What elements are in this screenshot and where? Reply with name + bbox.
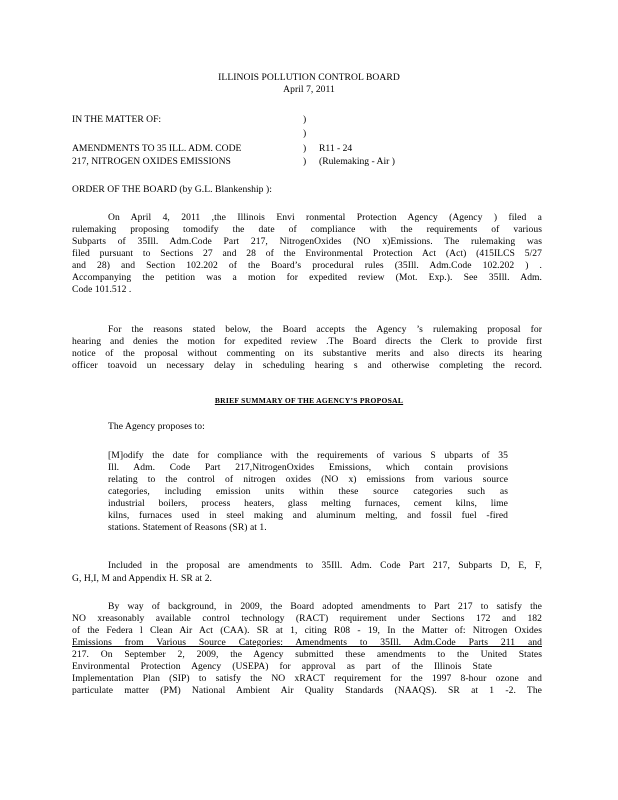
text-line: Code 101.512 . — [72, 284, 132, 295]
quote-line: [M]odify the date for compliance with the requirements of various S ubparts of 35 — [108, 450, 508, 461]
text-line: On April 4, 2011 ,the Illinois Envi ronmental Protection Agency (Agency ) filed a — [108, 212, 542, 223]
caption-paren: ) — [303, 114, 307, 125]
text-line: NO xreasonably available control technology (RACT) requirement under Sections 172 and 182 — [72, 613, 542, 624]
quote-line: Ill. Adm. Code Part 217,NitrogenOxides Emissions, which contain provisions — [108, 462, 508, 473]
text-line: Implementation Plan (SIP) to satisfy the NO xRACT requirement for the 1997 8-hour ozone and — [72, 673, 542, 684]
text-line: Included in the proposal are amendments to 35Ill. Adm. Code Part 217, Subparts D, E, F, — [108, 560, 542, 571]
text-line: particulate matter (PM) National Ambient Air Quality Standards (NAAQS). SR at 1 -2. The — [72, 685, 542, 696]
caption-paren: ) — [303, 156, 307, 167]
caption-matter: IN THE MATTER OF: — [72, 114, 162, 125]
section-heading: BRIEF SUMMARY OF THE AGENCY’S PROPOSAL — [214, 396, 404, 405]
board-title: ILLINOIS POLLUTION CONTROL BOARD — [218, 72, 400, 83]
caption-paren: ) — [303, 143, 307, 154]
text-line: rulemaking proposing tomodify the date of compliance with the requirements of various — [72, 224, 542, 235]
text-line: hearing and denies the motion for expedited review .The Board directs the Clerk to provide first — [72, 336, 542, 347]
text-line: officer toavoid un necessary delay in scheduling hearing s and otherwise completing the record. — [72, 360, 542, 371]
text-line: and 28) and Section 102.202 of the Board’s procedural rules (35Ill. Adm.Code 102.202 ) . — [72, 260, 542, 271]
docket-type: (Rulemaking - Air ) — [319, 156, 395, 167]
text-line: Accompanying the petition was a motion for expedited review (Mot. Exp.). See 35Ill. Adm. — [72, 272, 542, 283]
text-line: Environmental Protection Agency (USEPA) for approval as part of the Illinois State — [72, 661, 492, 672]
text-line: Subparts of 35Ill. Adm.Code Part 217, NitrogenOxides (NO x)Emissions. The rulemaking was — [72, 236, 542, 247]
caption-subject-line2: 217, NITROGEN OXIDES EMISSIONS — [72, 156, 231, 167]
order-line: ORDER OF THE BOARD (by G.L. Blankenship ): — [72, 184, 272, 195]
quote-line: stations. Statement of Reasons (SR) at 1. — [108, 522, 267, 533]
text-line: Emissions from Various Source Categories: Amendments to 35Ill. Adm.Code Parts 211 and — [72, 637, 542, 648]
text-line: G, H,I, M and Appendix H. SR at 2. — [72, 573, 213, 584]
quote-line: categories, including emission units within these source categories such as — [108, 486, 508, 497]
quote-line: industrial boilers, process heaters, glass melting furnaces, cement kilns, lime — [108, 498, 508, 509]
text-line: 217. On September 2, 2009, the Agency submitted these amendments to the United States — [72, 649, 542, 660]
docket-number: R11 - 24 — [319, 143, 353, 154]
quote-line: kilns, furnaces used in steel making and aluminum melting, and fossil fuel -fired — [108, 510, 508, 521]
agency-proposes-line: The Agency proposes to: — [108, 421, 205, 432]
quote-line: relating to the control of nitrogen oxides (NO x) emissions from various source — [108, 474, 508, 485]
text-line: of the Federa l Clean Air Act (CAA). SR at 1, citing R08 - 19, In the Matter of: Nitrogen Oxides — [72, 625, 542, 636]
document-date: April 7, 2011 — [283, 84, 335, 95]
text-line: By way of background, in 2009, the Board adopted amendments to Part 217 to satisfy the — [108, 601, 542, 612]
text-line: filed pursuant to Sections 27 and 28 of the Environmental Protection Act (Act) (415ILCS 5/27 — [72, 248, 542, 259]
caption-subject-line1: AMENDMENTS TO 35 ILL. ADM. CODE — [72, 143, 242, 154]
text-line: For the reasons stated below, the Board accepts the Agency ’s rulemaking proposal for — [108, 324, 542, 335]
caption-paren: ) — [303, 128, 307, 139]
text-line: notice of the proposal without commenting on its substantive merits and also directs its hearing — [72, 348, 542, 359]
